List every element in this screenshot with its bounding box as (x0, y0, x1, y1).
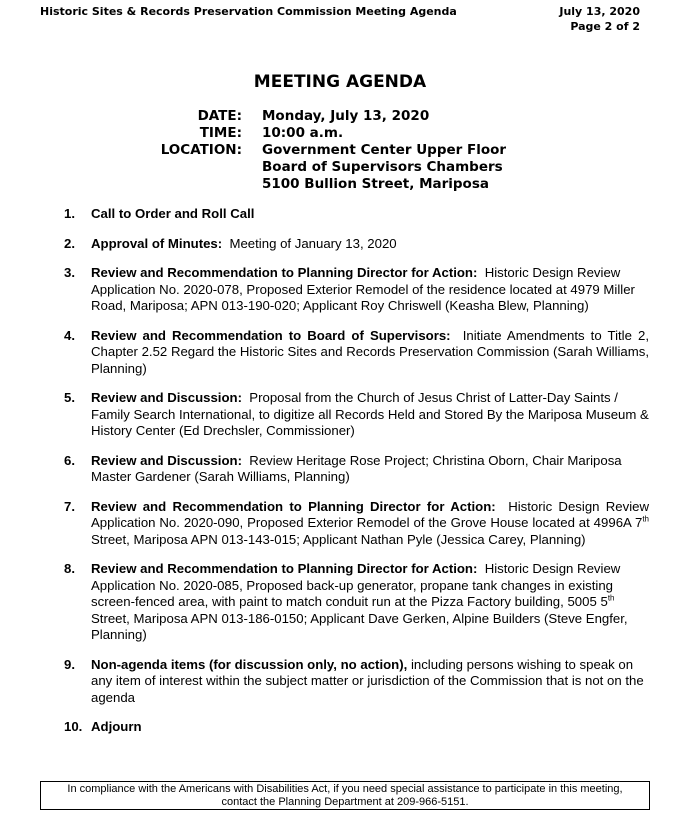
ada-notice (40, 781, 650, 810)
meeting-location-label: LOCATION: (160, 142, 242, 158)
agenda-item-text: Proposal from the Church of Jesus Christ of Latter-Day Saints / Family Search International, to digitize all Records Held and Stored By the Mariposa Museum & History Center (Ed Drechsler, Commissioner) (91, 390, 649, 438)
agenda-item-text: Review Heritage Rose Project; Christina Oborn, Chair Mariposa Master Gardener (Sarah Williams, Planning) (91, 452, 622, 484)
meeting-location-row (150, 142, 506, 193)
meeting-date-value: Monday, July 13, 2020 (262, 108, 430, 124)
agenda-item-text: Meeting of January 13, 2020 (229, 235, 397, 251)
agenda-item-number: 8. (64, 561, 75, 576)
agenda-item-text: Historic Design Review Application No. 2020-090, Proposed Exterior Remodel of the Grove House located at 4996A 7 (91, 498, 649, 530)
agenda-item-number: 2. (64, 235, 75, 251)
agenda-item-heading: Review and Recommendation to Board of Supervisors: (91, 327, 451, 343)
meeting-date-row (150, 108, 506, 125)
meeting-details (150, 108, 506, 193)
meeting-time-label: TIME: (199, 125, 242, 141)
agenda-item-2 (64, 236, 649, 253)
agenda-item-text-cont: Street, Mariposa APN 013-186-0150; Applicant Dave Gerken, Alpine Builders (Steve Engfer, Planning) (91, 610, 628, 642)
agenda-item-number: 9. (64, 656, 75, 672)
ordinal-suffix: th (642, 514, 649, 524)
agenda-item-1 (64, 206, 649, 223)
agenda-item-8 (64, 561, 649, 644)
meeting-location-line-3: 5100 Bullion Street, Mariposa (262, 176, 489, 192)
agenda-item-3 (64, 265, 649, 315)
agenda-item-heading: Review and Recommendation to Planning Director for Action: (91, 498, 496, 514)
agenda-item-number: 5. (64, 390, 75, 405)
agenda-list (64, 206, 649, 749)
agenda-item-7 (64, 499, 649, 549)
agenda-item-text-cont: Street, Mariposa APN 013-143-015; Applicant Nathan Pyle (Jessica Carey, Planning) (91, 531, 586, 547)
agenda-item-9 (64, 657, 649, 707)
agenda-item-text: Historic Design Review Application No. 2020-085, Proposed back-up generator, propane tank changes in existing screen-fenced area, with paint to match conduit run at the Pizza Factory building, 5005 5 (91, 561, 621, 609)
agenda-item-heading: Approval of Minutes: (91, 235, 223, 251)
agenda-item-text: Historic Design Review Application No. 2020-078, Proposed Exterior Remodel of the residence located at 4979 Miller Road, Mariposa; APN 013-190-020; Applicant Roy Chriswell (Keasha Blew, Planning) (91, 265, 635, 313)
agenda-item-text: including persons wishing to speak on any item of interest within the subject matter or jurisdiction of the Commission that is not on the agenda (91, 656, 644, 705)
agenda-item-number: 1. (64, 206, 75, 221)
agenda-item-4 (64, 328, 649, 378)
agenda-item-number: 3. (64, 265, 75, 280)
header-meta (559, 4, 640, 34)
agenda-item-5 (64, 390, 649, 440)
header-document-title: Historic Sites & Records Preservation Commission Meeting Agenda (40, 5, 457, 18)
ada-notice-line-1: In compliance with the Americans with Disabilities Act, if you need special assistance to participate in this meeting, (67, 783, 623, 795)
agenda-item-heading: Review and Discussion: (91, 390, 242, 405)
meeting-location-line-1: Government Center Upper Floor (262, 142, 507, 158)
agenda-item-heading: Review and Recommendation to Planning Director for Action: (91, 265, 478, 280)
meeting-location-line-2: Board of Supervisors Chambers (262, 159, 503, 175)
agenda-item-number: 4. (64, 327, 75, 343)
ada-notice-line-2: contact the Planning Department at 209-966-5151. (221, 796, 469, 808)
agenda-item-number: 10. (64, 719, 83, 734)
agenda-item-heading: Adjourn (91, 719, 142, 734)
agenda-item-heading: Review and Recommendation to Planning Director for Action: (91, 561, 478, 576)
agenda-item-number: 7. (64, 498, 75, 514)
agenda-item-text: Initiate Amendments to Title 2, Chapter 2.52 Regard the Historic Sites and Records Preservation Commission (Sarah Williams, Planning) (91, 327, 649, 376)
agenda-item-heading: Call to Order and Roll Call (91, 206, 255, 221)
meeting-time-row (150, 125, 506, 142)
ordinal-suffix: th (607, 593, 615, 603)
agenda-item-6 (64, 453, 649, 486)
agenda-item-number: 6. (64, 452, 75, 468)
meeting-time-value: 10:00 a.m. (262, 125, 344, 141)
agenda-item-heading: Review and Discussion: (91, 452, 242, 468)
meeting-date-label: DATE: (197, 108, 242, 124)
agenda-item-10 (64, 719, 649, 736)
header-page-number: Page 2 of 2 (570, 20, 640, 33)
page-title: MEETING AGENDA (253, 72, 427, 92)
agenda-item-heading: Non-agenda items (for discussion only, no action), (91, 656, 408, 672)
header-date: July 13, 2020 (559, 5, 640, 18)
